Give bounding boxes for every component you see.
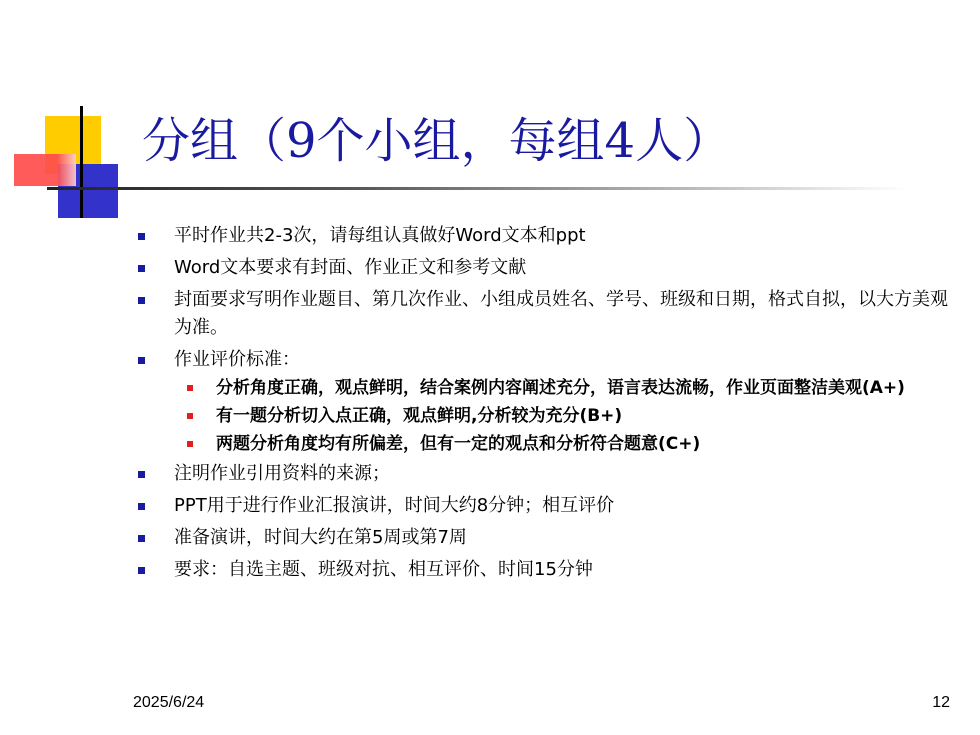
footer-date: 2025/6/24 — [133, 694, 205, 711]
bullet-text: 作业评价标准： — [174, 349, 300, 370]
bullet-item — [130, 492, 950, 520]
red-square-bullet-icon — [187, 385, 193, 391]
bullet-text: 要求：自选主题、班级对抗、相互评价、时间15分钟 — [174, 559, 593, 580]
bullet-item — [130, 254, 950, 282]
bullet-text: Word文本要求有封面、作业正文和参考文献 — [174, 257, 527, 278]
sub-bullet-item — [174, 404, 950, 428]
red-square-bullet-icon — [187, 441, 193, 447]
square-bullet-icon — [138, 297, 145, 304]
sub-bullet-item — [174, 432, 950, 456]
slide-title: 分组（9个小组，每组4人） — [142, 113, 732, 169]
bullet-text: PPT用于进行作业汇报演讲，时间大约8分钟；相互评价 — [174, 495, 615, 516]
square-bullet-icon — [138, 233, 145, 240]
bullet-item — [130, 346, 950, 456]
sub-bullet-text: 两题分析角度均有所偏差，但有一定的观点和分析符合题意(C+) — [216, 434, 701, 454]
square-bullet-icon — [138, 357, 145, 364]
sub-bullet-text: 分析角度正确，观点鲜明，结合案例内容阐述充分，语言表达流畅，作业页面整洁美观(A+) — [216, 378, 905, 398]
square-bullet-icon — [138, 503, 145, 510]
red-square-bullet-icon — [187, 413, 193, 419]
sub-bullet-list — [174, 376, 950, 456]
bullet-item — [130, 460, 950, 488]
square-bullet-icon — [138, 265, 145, 272]
sub-bullet-item — [174, 376, 950, 400]
bullet-item — [130, 222, 950, 250]
sub-bullet-text: 有一题分析切入点正确，观点鲜明,分析较为充分(B+) — [216, 406, 623, 426]
bullet-text: 平时作业共2-3次，请每组认真做好Word文本和ppt — [174, 225, 586, 246]
square-bullet-icon — [138, 567, 145, 574]
title-underline — [47, 187, 907, 190]
bullet-text: 封面要求写明作业题目、第几次作业、小组成员姓名、学号、班级和日期，格式自拟，以大方美观为准。 — [174, 289, 948, 338]
square-bullet-icon — [138, 535, 145, 542]
page-number: 12 — [932, 694, 950, 711]
bullet-text: 注明作业引用资料的来源； — [174, 463, 390, 484]
bullet-list — [130, 222, 950, 588]
bullet-item — [130, 524, 950, 552]
bullet-item — [130, 556, 950, 584]
decor-red-bar — [14, 154, 76, 186]
decor-vertical-line — [80, 106, 83, 218]
square-bullet-icon — [138, 471, 145, 478]
bullet-item — [130, 286, 950, 342]
bullet-text: 准备演讲，时间大约在第5周或第7周 — [174, 527, 467, 548]
